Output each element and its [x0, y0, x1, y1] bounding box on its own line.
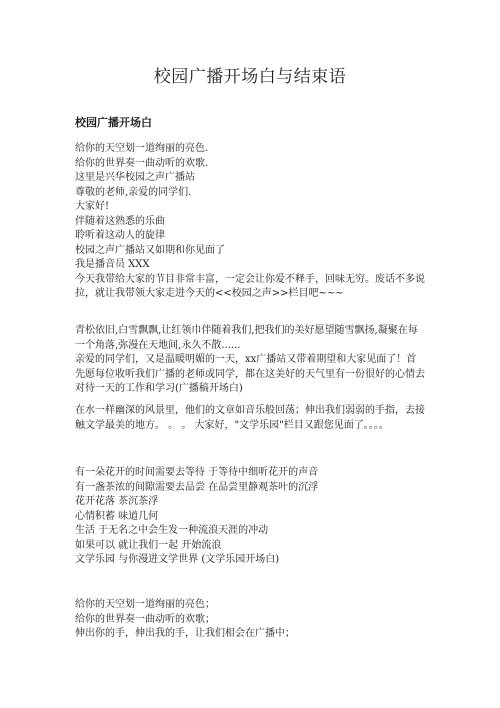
text-line: 给你的世界奏一曲动听的欢歌；: [75, 613, 215, 625]
section-heading: 校园广播开场白: [75, 116, 152, 129]
text-line: 这里是兴华校园之声广播站: [75, 172, 195, 183]
text-line: 伴随着这熟悉的乐曲: [75, 215, 165, 227]
opening-block-1: [75, 142, 425, 302]
text-line: 文学乐园 与你漫进文学世界 (文学乐园开场白): [75, 554, 280, 565]
text-paragraph: 亲爱的同学们，又是温暖明媚的一天，xx广播站又带着期望和大家见面了！首先愿每位收听我们广播的老师或同学，都在这美好的天气里有一份很好的心情去对待一天的工作和学习(广播稿开场白): [75, 354, 425, 394]
text-line: 给你的天空划一道绚丽的亮色.: [75, 143, 209, 154]
text-paragraph: 青松依旧,白雪飘飘,让红领巾伴随着我们,把我们的美好愿望随雪飘扬,凝聚在每一个角落,弥漫在天地间,永久不散......: [75, 325, 418, 351]
text-line: 心情积蓄 味道几何: [75, 510, 159, 522]
text-line: 花开花落 茶沉茶浮: [75, 496, 159, 507]
text-line: 如果可以 就让我们一起 开始流浪: [75, 539, 222, 551]
page-title: 校园广播开场白与结束语: [153, 67, 347, 87]
text-line: 尊敬的老师,亲爱的同学们.: [75, 186, 192, 198]
opening-block-3: [75, 404, 425, 433]
text-line: 给你的世界奏一曲动听的欢歌.: [75, 157, 209, 169]
opening-block-4: [75, 466, 425, 568]
opening-block-5: [75, 598, 425, 642]
text-line: 聆听着这动人的旋律: [75, 230, 165, 241]
text-line: 有一朵花开的时间需要去等待 于等待中细听花开的声音: [75, 467, 319, 478]
text-line: 我是播音员 XXX: [75, 259, 150, 270]
text-paragraph: 今天我带给大家的节目非常丰富，一定会让你爱不释手，回味无穷。废话不多说拉，就让我带领大家走进今天的<<校园之声>>栏目吧~~~: [75, 273, 425, 299]
text-line: 大家好!: [75, 201, 110, 212]
text-line: 有一盏茶浓的间隙需要去品尝 在品尝里静观茶叶的沉浮: [75, 481, 319, 493]
text-line: 校园之声广播站又如期和你见面了: [75, 244, 225, 256]
text-line: 伸出你的手，伸出我的手，让我们相会在广播中；: [75, 628, 295, 639]
text-line: 生活 于无名之中会生发一种流浪天涯的冲动: [75, 525, 269, 536]
text-line: 给你的天空划一道绚丽的亮色；: [75, 599, 215, 610]
text-paragraph: 在水一样幽深的风景里，他们的文章如音乐般回荡；伸出我们弱弱的手指，去接触文学最美的地方。 。 。 大家好，"文学乐园"栏目又跟您见面了。。。。: [75, 405, 425, 431]
opening-block-2: [75, 324, 425, 397]
